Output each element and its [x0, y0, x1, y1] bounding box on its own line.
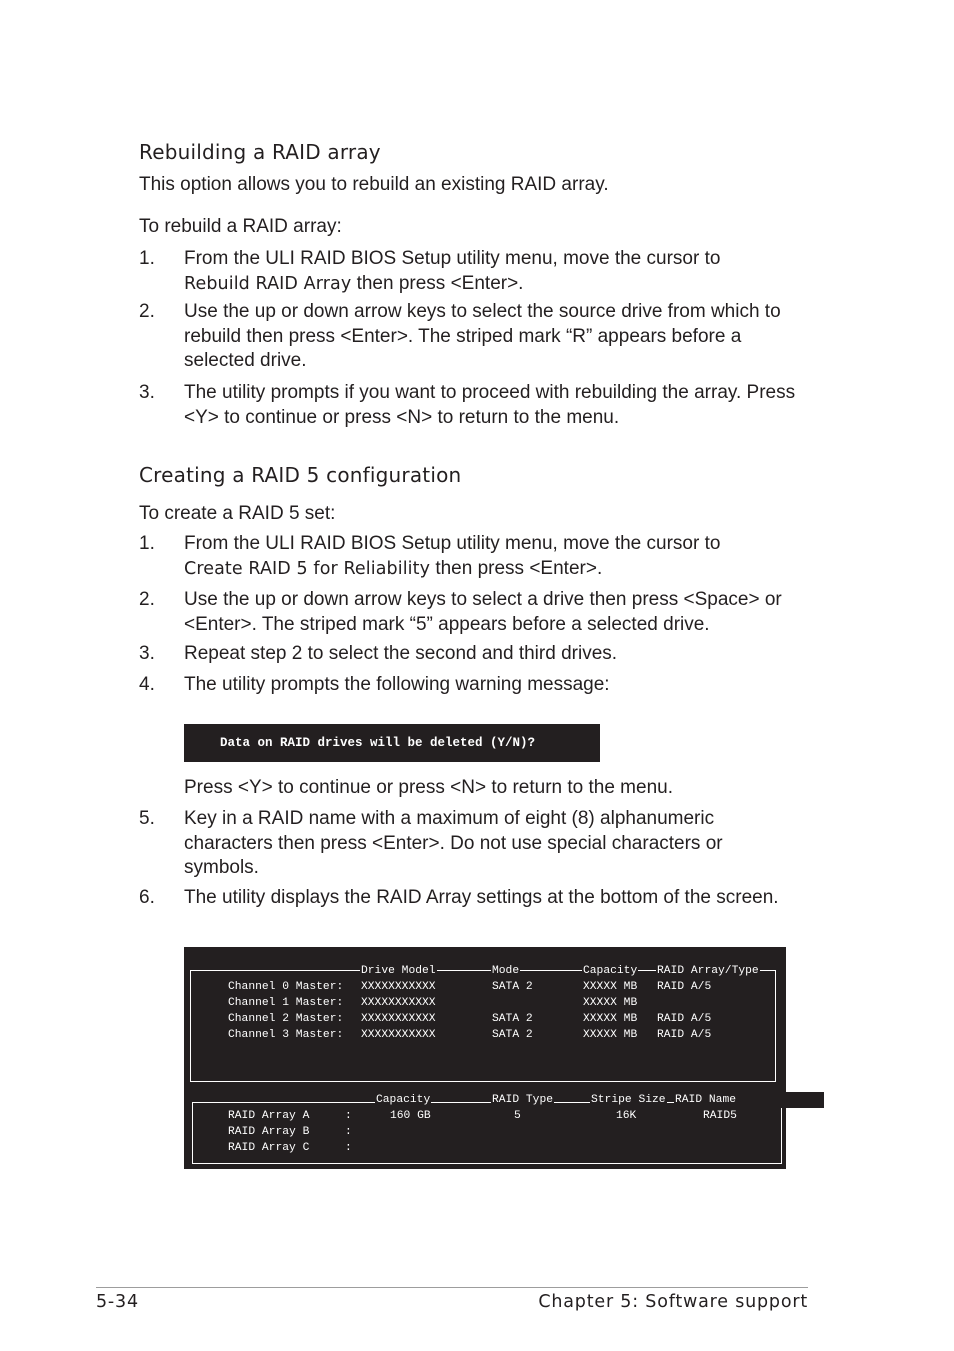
page-number: 5-34	[96, 1292, 139, 1312]
array-separator: :	[345, 1110, 352, 1122]
warning-message-box	[184, 724, 600, 762]
step-number: 1.	[139, 533, 155, 554]
list-item	[139, 807, 809, 881]
bios-screen	[184, 947, 786, 1169]
section-title-rebuild: Rebuilding a RAID array	[139, 140, 381, 164]
array-raid-type: 5	[514, 1110, 521, 1122]
drive-model: XXXXXXXXXXX	[361, 997, 436, 1009]
step-number: 3.	[139, 643, 155, 664]
channel-label: Channel 0 Master:	[228, 981, 344, 993]
drive-model: XXXXXXXXXXX	[361, 1013, 436, 1025]
step-text: The utility prompts the following warning message:	[184, 674, 610, 695]
paragraph-lead-rebuild: To rebuild a RAID array:	[139, 216, 342, 237]
column-header-drive-model: Drive Model	[361, 965, 436, 977]
step-number: 3.	[139, 382, 155, 403]
column-header-capacity: Capacity	[583, 965, 638, 977]
footer-divider	[96, 1287, 808, 1288]
paragraph-intro: This option allows you to rebuild an existing RAID array.	[139, 174, 609, 195]
step-text: The utility prompts if you want to proceed with rebuilding the array. Press <Y> to continue or press <N> to return to the menu.	[184, 382, 796, 428]
drive-capacity: XXXXX MB	[583, 1013, 638, 1025]
column-header-mode: Mode	[492, 965, 520, 977]
step-number: 6.	[139, 887, 155, 908]
column-header-raid-name: RAID Name	[674, 1092, 824, 1108]
channel-label: Channel 3 Master:	[228, 1029, 344, 1041]
step-number: 2.	[139, 301, 155, 322]
drive-model: XXXXXXXXXXX	[361, 1029, 436, 1041]
array-label: RAID Array B	[228, 1126, 310, 1138]
step-number: 2.	[139, 589, 155, 610]
paragraph-lead-raid5: To create a RAID 5 set:	[139, 503, 336, 524]
list-item	[139, 300, 809, 374]
array-raid-name: RAID5	[703, 1110, 737, 1122]
channel-label: Channel 2 Master:	[228, 1013, 344, 1025]
section-title-raid5: Creating a RAID 5 configuration	[139, 463, 462, 487]
drive-capacity: XXXXX MB	[583, 1029, 638, 1041]
list-item	[139, 588, 809, 637]
list-item	[139, 381, 809, 430]
step-text: Use the up or down arrow keys to select the source drive from which to rebuild then press <Enter>. The striped mark “R” appears before a selected drive.	[184, 301, 781, 371]
step-text: From the ULI RAID BIOS Setup utility menu, move the cursor to	[184, 248, 721, 269]
array-label: RAID Array A	[228, 1110, 310, 1122]
menu-item-name: Create RAID 5 for Reliability	[184, 558, 431, 579]
step-text: Repeat step 2 to select the second and third drives.	[184, 643, 618, 664]
column-header-raid-type: RAID Type	[492, 1094, 554, 1106]
array-label: RAID Array C	[228, 1142, 310, 1154]
drive-capacity: XXXXX MB	[583, 997, 638, 1009]
array-separator: :	[345, 1126, 352, 1138]
list-item	[139, 673, 809, 698]
array-capacity: 160 GB	[390, 1110, 431, 1122]
channel-label: Channel 1 Master:	[228, 997, 344, 1009]
drive-mode: SATA 2	[492, 981, 533, 993]
drive-mode: SATA 2	[492, 1029, 533, 1041]
paragraph-after-warning: Press <Y> to continue or press <N> to return to the menu.	[184, 777, 673, 798]
step-number: 1.	[139, 248, 155, 269]
array-stripe-size: 16K	[616, 1110, 637, 1122]
warning-text: Data on RAID drives will be deleted (Y/N)?	[220, 736, 536, 750]
drive-raid: RAID A/5	[657, 1029, 712, 1041]
column-header-stripe-size: Stripe Size	[591, 1094, 666, 1106]
menu-item-name: Rebuild RAID Array	[184, 273, 352, 294]
step-number: 5.	[139, 808, 155, 829]
step-text: The utility displays the RAID Array settings at the bottom of the screen.	[184, 887, 779, 908]
step-text: then press <Enter>.	[351, 272, 524, 294]
chapter-title: Chapter 5: Software support	[538, 1292, 808, 1312]
step-text: Use the up or down arrow keys to select a drive then press <Space> or <Enter>. The striped mark “5” appears before a selected drive.	[184, 589, 782, 635]
step-text: Key in a RAID name with a maximum of eight (8) alphanumeric characters then press <Enter>. Do not use special characters or symbols.	[184, 808, 723, 878]
drive-raid: RAID A/5	[657, 1013, 712, 1025]
list-item	[139, 642, 809, 667]
column-header-raid-array-type: RAID Array/Type	[657, 965, 759, 977]
step-number: 4.	[139, 674, 155, 695]
array-separator: :	[345, 1142, 352, 1154]
column-header-array-capacity: Capacity	[376, 1094, 431, 1106]
drive-raid: RAID A/5	[657, 981, 712, 993]
drive-mode: SATA 2	[492, 1013, 533, 1025]
drive-capacity: XXXXX MB	[583, 981, 638, 993]
list-item	[139, 532, 809, 581]
drive-model: XXXXXXXXXXX	[361, 981, 436, 993]
step-text: From the ULI RAID BIOS Setup utility menu, move the cursor to	[184, 533, 721, 554]
step-text: then press <Enter>.	[430, 557, 603, 579]
list-item	[139, 886, 809, 911]
list-item	[139, 247, 809, 296]
